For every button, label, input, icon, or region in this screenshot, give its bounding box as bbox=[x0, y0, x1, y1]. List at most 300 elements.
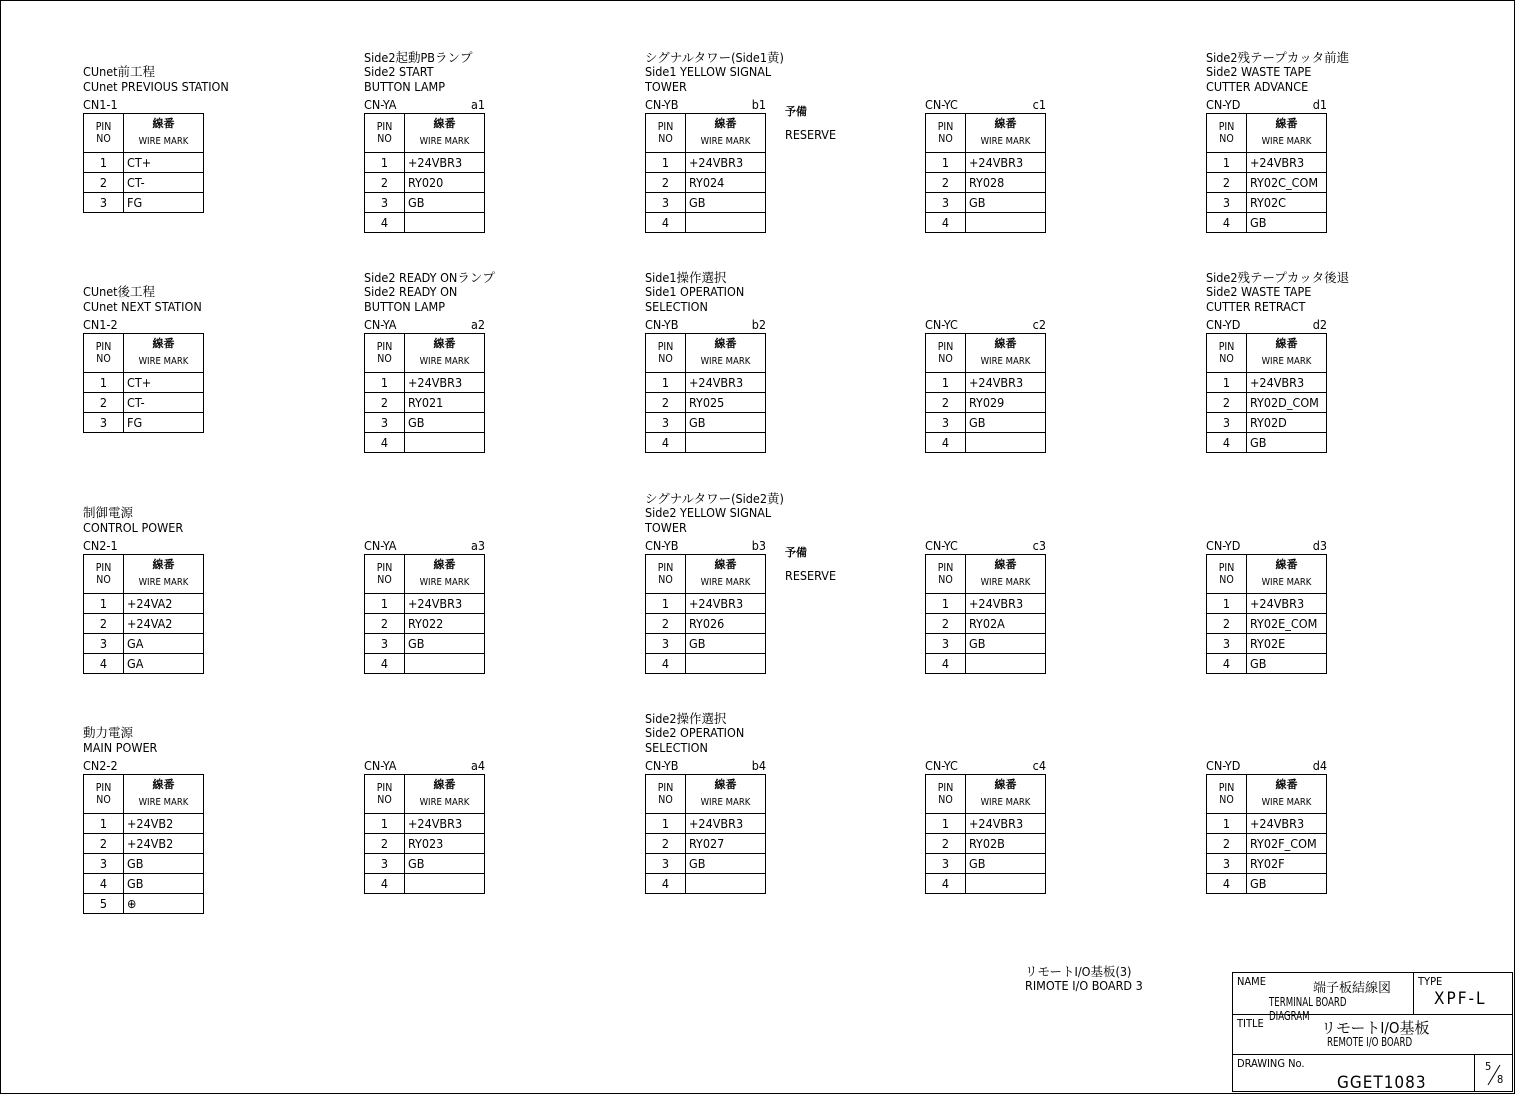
reserve-jp: 予備 bbox=[785, 105, 807, 118]
pin-header bbox=[1207, 114, 1247, 153]
sheet-cell bbox=[1474, 1054, 1513, 1092]
wire-header bbox=[405, 775, 485, 814]
pin-number: 1 bbox=[84, 373, 124, 393]
table-row bbox=[365, 213, 485, 233]
table-row bbox=[926, 393, 1046, 413]
wire-mark: RY02D_COM bbox=[1247, 393, 1327, 413]
connector-name: CN-YB bbox=[645, 538, 679, 553]
wire-mark: GB bbox=[1247, 213, 1327, 233]
wire-header-en: WIRE MARK bbox=[980, 136, 1031, 147]
drawing-no: GGET1083 bbox=[1337, 1073, 1427, 1093]
wire-mark: RY02A bbox=[966, 614, 1046, 634]
wire-mark: +24VBR3 bbox=[1247, 594, 1327, 614]
wire-mark: +24VBR3 bbox=[966, 594, 1046, 614]
table-row bbox=[1207, 373, 1327, 393]
connector-name: CN-YA bbox=[364, 758, 397, 773]
pin-header bbox=[646, 334, 686, 373]
wire-header bbox=[405, 334, 485, 373]
table-row bbox=[365, 373, 485, 393]
wire-header-en: WIRE MARK bbox=[138, 577, 189, 588]
connector-name: CN-YA bbox=[364, 538, 397, 553]
pin-number: 4 bbox=[1207, 874, 1247, 894]
wire-header bbox=[124, 555, 204, 594]
wire-header-en: WIRE MARK bbox=[138, 356, 189, 367]
wire-mark: +24VB2 bbox=[124, 814, 204, 834]
table-row bbox=[646, 814, 766, 834]
table-row bbox=[84, 594, 204, 614]
connector-position: a4 bbox=[470, 758, 485, 773]
pin-header-2: NO bbox=[377, 133, 392, 145]
pin-header-2: NO bbox=[377, 574, 392, 586]
pin-number: 3 bbox=[926, 413, 966, 433]
block-title: CUnet後工程 CUnet NEXT STATION bbox=[83, 284, 202, 314]
wire-mark: GB bbox=[1247, 654, 1327, 674]
table-row bbox=[646, 874, 766, 894]
pin-table bbox=[83, 113, 204, 213]
block-title: Side2起動PBランプ Side2 START BUTTON LAMP bbox=[364, 49, 473, 94]
connector-block bbox=[645, 710, 785, 894]
reserve-jp: 予備 bbox=[785, 546, 807, 559]
wire-mark: +24VBR3 bbox=[686, 373, 766, 393]
pin-table bbox=[364, 113, 485, 233]
name-cell bbox=[1232, 972, 1413, 1023]
pin-header bbox=[84, 334, 124, 373]
pin-number: 2 bbox=[646, 834, 686, 854]
pin-header bbox=[365, 114, 405, 153]
table-row bbox=[84, 193, 204, 213]
wire-mark bbox=[686, 654, 766, 674]
table-row bbox=[926, 433, 1046, 453]
pin-number: 4 bbox=[365, 654, 405, 674]
wire-mark: +24VBR3 bbox=[405, 153, 485, 173]
wire-mark: GB bbox=[966, 634, 1046, 654]
wire-header-jp: 線番 bbox=[714, 117, 737, 130]
pin-number: 4 bbox=[1207, 654, 1247, 674]
pin-number: 2 bbox=[365, 173, 405, 193]
pin-number: 2 bbox=[646, 173, 686, 193]
pin-header-2: NO bbox=[96, 794, 111, 806]
table-row bbox=[365, 814, 485, 834]
connector-name: CN2-1 bbox=[83, 538, 118, 553]
pin-number: 2 bbox=[926, 834, 966, 854]
wire-mark bbox=[966, 433, 1046, 453]
pin-table bbox=[925, 113, 1046, 233]
wire-header bbox=[405, 555, 485, 594]
pin-number: 3 bbox=[646, 634, 686, 654]
connector-block bbox=[83, 284, 223, 433]
connector-position: b4 bbox=[751, 758, 766, 773]
wire-header-en: WIRE MARK bbox=[700, 356, 751, 367]
wire-header-jp: 線番 bbox=[714, 778, 737, 791]
connector-position: d4 bbox=[1312, 758, 1327, 773]
wire-header-en: WIRE MARK bbox=[419, 136, 470, 147]
table-row bbox=[926, 854, 1046, 874]
pin-header bbox=[1207, 334, 1247, 373]
connector-block bbox=[645, 49, 785, 233]
name-jp: 端子板結線図 bbox=[1313, 981, 1392, 996]
wire-header bbox=[686, 114, 766, 153]
pin-number: 5 bbox=[84, 894, 124, 914]
table-row bbox=[1207, 393, 1327, 413]
table-row bbox=[1207, 433, 1327, 453]
wire-header bbox=[124, 775, 204, 814]
table-row bbox=[365, 654, 485, 674]
wire-mark: RY027 bbox=[686, 834, 766, 854]
table-row bbox=[926, 213, 1046, 233]
table-row bbox=[646, 413, 766, 433]
wire-mark: RY020 bbox=[405, 173, 485, 193]
connector-label bbox=[1206, 759, 1327, 773]
connector-position: a1 bbox=[470, 97, 485, 112]
table-row bbox=[646, 654, 766, 674]
pin-number: 1 bbox=[646, 153, 686, 173]
wire-mark: GB bbox=[966, 854, 1046, 874]
table-row bbox=[84, 393, 204, 413]
pin-header-1: PIN bbox=[95, 341, 112, 353]
type-value: XPF-L bbox=[1434, 989, 1487, 1009]
connector-position: b2 bbox=[751, 317, 766, 332]
table-row bbox=[365, 413, 485, 433]
table-header bbox=[646, 775, 766, 814]
table-row bbox=[84, 814, 204, 834]
pin-number: 4 bbox=[926, 433, 966, 453]
table-row bbox=[1207, 594, 1327, 614]
table-row bbox=[646, 594, 766, 614]
pin-header-1: PIN bbox=[1218, 782, 1235, 794]
wire-mark: GB bbox=[686, 193, 766, 213]
pin-table bbox=[83, 333, 204, 433]
wire-header-en: WIRE MARK bbox=[1261, 797, 1312, 808]
connector-label bbox=[83, 539, 204, 553]
wire-mark: RY022 bbox=[405, 614, 485, 634]
connector-label bbox=[1206, 539, 1327, 553]
connector-position: d3 bbox=[1312, 538, 1327, 553]
table-row bbox=[365, 433, 485, 453]
wire-header-jp: 線番 bbox=[994, 337, 1017, 350]
pin-header bbox=[1207, 555, 1247, 594]
pin-number: 3 bbox=[84, 634, 124, 654]
board-label: リモートI/O基板(3) RIMOTE I/O BOARD 3 bbox=[1025, 964, 1143, 993]
wire-mark: CT- bbox=[124, 173, 204, 193]
pin-header bbox=[926, 775, 966, 814]
wire-mark: GB bbox=[405, 634, 485, 654]
name-en: TERMINAL BOARD DIAGRAM bbox=[1269, 995, 1347, 1023]
wire-header-en: WIRE MARK bbox=[1261, 136, 1312, 147]
pin-header-2: NO bbox=[938, 133, 953, 145]
connector-name: CN-YC bbox=[925, 758, 958, 773]
connector-block bbox=[1206, 49, 1350, 233]
pin-number: 3 bbox=[1207, 193, 1247, 213]
table-row bbox=[646, 433, 766, 453]
wire-header bbox=[405, 114, 485, 153]
pin-table bbox=[645, 774, 766, 894]
table-row bbox=[1207, 854, 1327, 874]
wire-mark: RY028 bbox=[966, 173, 1046, 193]
wire-mark bbox=[405, 213, 485, 233]
pin-number: 2 bbox=[84, 834, 124, 854]
wire-header bbox=[686, 555, 766, 594]
connector-block bbox=[925, 759, 1065, 894]
connector-name: CN-YB bbox=[645, 758, 679, 773]
pin-header-1: PIN bbox=[937, 782, 954, 794]
pin-header-1: PIN bbox=[1218, 341, 1235, 353]
wire-mark: GB bbox=[686, 634, 766, 654]
pin-table bbox=[925, 554, 1046, 674]
table-row bbox=[1207, 413, 1327, 433]
pin-number: 3 bbox=[926, 854, 966, 874]
table-header bbox=[365, 555, 485, 594]
pin-number: 1 bbox=[365, 153, 405, 173]
sheet-num: 5 bbox=[1485, 1060, 1492, 1073]
connector-name: CN-YA bbox=[364, 97, 397, 112]
table-row bbox=[84, 834, 204, 854]
wire-mark bbox=[405, 433, 485, 453]
table-row bbox=[84, 634, 204, 654]
connector-label bbox=[1206, 318, 1327, 332]
pin-number: 4 bbox=[926, 874, 966, 894]
pin-number: 3 bbox=[646, 413, 686, 433]
table-row bbox=[926, 193, 1046, 213]
pin-header-2: NO bbox=[1219, 353, 1234, 365]
wire-mark: +24VBR3 bbox=[1247, 153, 1327, 173]
wire-header bbox=[1247, 775, 1327, 814]
connector-label bbox=[364, 539, 485, 553]
pin-table bbox=[925, 333, 1046, 453]
table-row bbox=[365, 153, 485, 173]
wire-header-jp: 線番 bbox=[1275, 337, 1298, 350]
wire-mark: RY023 bbox=[405, 834, 485, 854]
title-en: REMOTE I/O BOARD bbox=[1327, 1035, 1413, 1049]
wire-mark: +24VBR3 bbox=[966, 814, 1046, 834]
wire-mark bbox=[966, 213, 1046, 233]
table-row bbox=[646, 854, 766, 874]
wire-mark: GB bbox=[966, 413, 1046, 433]
table-header bbox=[926, 334, 1046, 373]
pin-header-1: PIN bbox=[937, 562, 954, 574]
reserve-en: RESERVE bbox=[785, 127, 837, 142]
wire-mark: +24VBR3 bbox=[966, 373, 1046, 393]
connector-label bbox=[83, 318, 204, 332]
sheet-fraction-icon bbox=[1475, 1055, 1513, 1092]
wire-mark: RY02E_COM bbox=[1247, 614, 1327, 634]
wire-header-en: WIRE MARK bbox=[419, 356, 470, 367]
pin-table bbox=[1206, 333, 1327, 453]
pin-table bbox=[925, 774, 1046, 894]
pin-number: 4 bbox=[1207, 433, 1247, 453]
pin-number: 3 bbox=[646, 854, 686, 874]
pin-header bbox=[84, 114, 124, 153]
pin-number: 4 bbox=[926, 213, 966, 233]
reserve-note bbox=[785, 546, 836, 583]
table-row bbox=[926, 814, 1046, 834]
wire-mark: +24VBR3 bbox=[686, 153, 766, 173]
wire-header-jp: 線番 bbox=[433, 337, 456, 350]
wire-mark: +24VB2 bbox=[124, 834, 204, 854]
wire-header-jp: 線番 bbox=[433, 778, 456, 791]
wire-mark: RY02D bbox=[1247, 413, 1327, 433]
wire-header-en: WIRE MARK bbox=[980, 577, 1031, 588]
wire-header-en: WIRE MARK bbox=[700, 797, 751, 808]
pin-header bbox=[646, 114, 686, 153]
connector-name: CN2-2 bbox=[83, 758, 118, 773]
connector-name: CN-YD bbox=[1206, 97, 1241, 112]
pin-header-2: NO bbox=[658, 574, 673, 586]
pin-number: 4 bbox=[84, 874, 124, 894]
connector-position: b3 bbox=[751, 538, 766, 553]
table-row bbox=[1207, 173, 1327, 193]
pin-number: 4 bbox=[646, 654, 686, 674]
wire-mark: GB bbox=[686, 854, 766, 874]
pin-number: 2 bbox=[1207, 173, 1247, 193]
table-header bbox=[926, 775, 1046, 814]
pin-number: 3 bbox=[84, 413, 124, 433]
wire-header-jp: 線番 bbox=[1275, 117, 1298, 130]
table-header bbox=[84, 114, 204, 153]
pin-number: 4 bbox=[365, 213, 405, 233]
connector-block bbox=[364, 49, 504, 233]
title-jp: リモートI/O基板 bbox=[1321, 1019, 1430, 1037]
wire-mark: RY029 bbox=[966, 393, 1046, 413]
pin-number: 3 bbox=[365, 854, 405, 874]
pin-number: 1 bbox=[926, 153, 966, 173]
table-row bbox=[365, 594, 485, 614]
table-row bbox=[646, 173, 766, 193]
table-row bbox=[926, 373, 1046, 393]
table-row bbox=[84, 654, 204, 674]
block-title: Side2残テープカッタ後退 Side2 WASTE TAPE CUTTER RETRACT bbox=[1206, 269, 1350, 314]
table-header bbox=[84, 555, 204, 594]
pin-number: 3 bbox=[646, 193, 686, 213]
pin-header-2: NO bbox=[96, 353, 111, 365]
pin-header-1: PIN bbox=[937, 121, 954, 133]
connector-label bbox=[925, 759, 1046, 773]
pin-header-2: NO bbox=[96, 133, 111, 145]
connector-block bbox=[83, 505, 223, 674]
wire-mark: RY02B bbox=[966, 834, 1046, 854]
pin-number: 1 bbox=[365, 373, 405, 393]
title-cell bbox=[1232, 1014, 1513, 1054]
block-title: Side2 READY ONランプ Side2 READY ON BUTTON LAMP bbox=[364, 269, 495, 314]
pin-number: 4 bbox=[646, 433, 686, 453]
table-row bbox=[646, 393, 766, 413]
pin-number: 3 bbox=[1207, 634, 1247, 654]
type-label: TYPE bbox=[1418, 975, 1443, 988]
connector-label bbox=[1206, 98, 1327, 112]
pin-header bbox=[926, 334, 966, 373]
table-row bbox=[926, 654, 1046, 674]
pin-number: 1 bbox=[84, 814, 124, 834]
wire-header-en: WIRE MARK bbox=[419, 797, 470, 808]
pin-number: 2 bbox=[926, 614, 966, 634]
wire-mark bbox=[405, 874, 485, 894]
connector-name: CN-YC bbox=[925, 317, 958, 332]
connector-name: CN-YB bbox=[645, 317, 679, 332]
wire-header-en: WIRE MARK bbox=[700, 577, 751, 588]
wire-mark: GA bbox=[124, 634, 204, 654]
table-row bbox=[1207, 614, 1327, 634]
pin-header-1: PIN bbox=[376, 121, 393, 133]
wire-mark: RY02F bbox=[1247, 854, 1327, 874]
pin-header bbox=[1207, 775, 1247, 814]
pin-number: 3 bbox=[365, 634, 405, 654]
wire-header-en: WIRE MARK bbox=[980, 356, 1031, 367]
pin-table bbox=[645, 113, 766, 233]
wire-header-jp: 線番 bbox=[714, 558, 737, 571]
wire-header-jp: 線番 bbox=[152, 778, 175, 791]
wire-mark: +24VBR3 bbox=[405, 373, 485, 393]
pin-number: 4 bbox=[365, 433, 405, 453]
table-header bbox=[646, 114, 766, 153]
pin-number: 1 bbox=[84, 594, 124, 614]
table-row bbox=[365, 834, 485, 854]
wire-header-jp: 線番 bbox=[1275, 778, 1298, 791]
connector-name: CN1-1 bbox=[83, 97, 118, 112]
connector-position: b1 bbox=[751, 97, 766, 112]
pin-header-1: PIN bbox=[937, 341, 954, 353]
connector-label bbox=[645, 318, 766, 332]
pin-header-2: NO bbox=[1219, 574, 1234, 586]
pin-number: 1 bbox=[646, 373, 686, 393]
connector-name: CN-YD bbox=[1206, 317, 1241, 332]
connector-block bbox=[925, 539, 1065, 674]
table-row bbox=[84, 153, 204, 173]
pin-header-2: NO bbox=[658, 794, 673, 806]
wire-header-jp: 線番 bbox=[152, 558, 175, 571]
pin-table bbox=[645, 333, 766, 453]
wire-mark: +24VBR3 bbox=[1247, 814, 1327, 834]
wire-mark: +24VA2 bbox=[124, 594, 204, 614]
table-header bbox=[365, 775, 485, 814]
table-row bbox=[926, 413, 1046, 433]
wire-mark: RY02C bbox=[1247, 193, 1327, 213]
pin-number: 3 bbox=[365, 193, 405, 213]
wire-header-jp: 線番 bbox=[994, 117, 1017, 130]
pin-header-1: PIN bbox=[657, 121, 674, 133]
wire-mark: CT- bbox=[124, 393, 204, 413]
table-header bbox=[365, 114, 485, 153]
connector-block bbox=[364, 269, 504, 453]
pin-number: 4 bbox=[646, 874, 686, 894]
pin-number: 2 bbox=[1207, 393, 1247, 413]
table-row bbox=[646, 614, 766, 634]
connector-label bbox=[364, 98, 485, 112]
pin-header-1: PIN bbox=[376, 782, 393, 794]
connector-position: c4 bbox=[1032, 758, 1046, 773]
connector-position: c1 bbox=[1032, 97, 1046, 112]
connector-label bbox=[83, 98, 204, 112]
pin-header-1: PIN bbox=[657, 782, 674, 794]
wire-mark: +24VBR3 bbox=[405, 814, 485, 834]
wire-mark: GB bbox=[405, 413, 485, 433]
pin-header-1: PIN bbox=[657, 341, 674, 353]
table-row bbox=[1207, 193, 1327, 213]
connector-label bbox=[645, 759, 766, 773]
pin-number: 2 bbox=[365, 614, 405, 634]
pin-header bbox=[926, 555, 966, 594]
wire-mark: +24VBR3 bbox=[1247, 373, 1327, 393]
pin-header-2: NO bbox=[938, 574, 953, 586]
pin-number: 4 bbox=[84, 654, 124, 674]
wire-mark bbox=[686, 433, 766, 453]
wire-mark: RY026 bbox=[686, 614, 766, 634]
pin-number: 1 bbox=[926, 594, 966, 614]
connector-label bbox=[925, 318, 1046, 332]
pin-header bbox=[646, 775, 686, 814]
wire-mark: RY02F_COM bbox=[1247, 834, 1327, 854]
wire-header bbox=[686, 775, 766, 814]
pin-header-2: NO bbox=[938, 353, 953, 365]
wire-mark: +24VBR3 bbox=[966, 153, 1046, 173]
